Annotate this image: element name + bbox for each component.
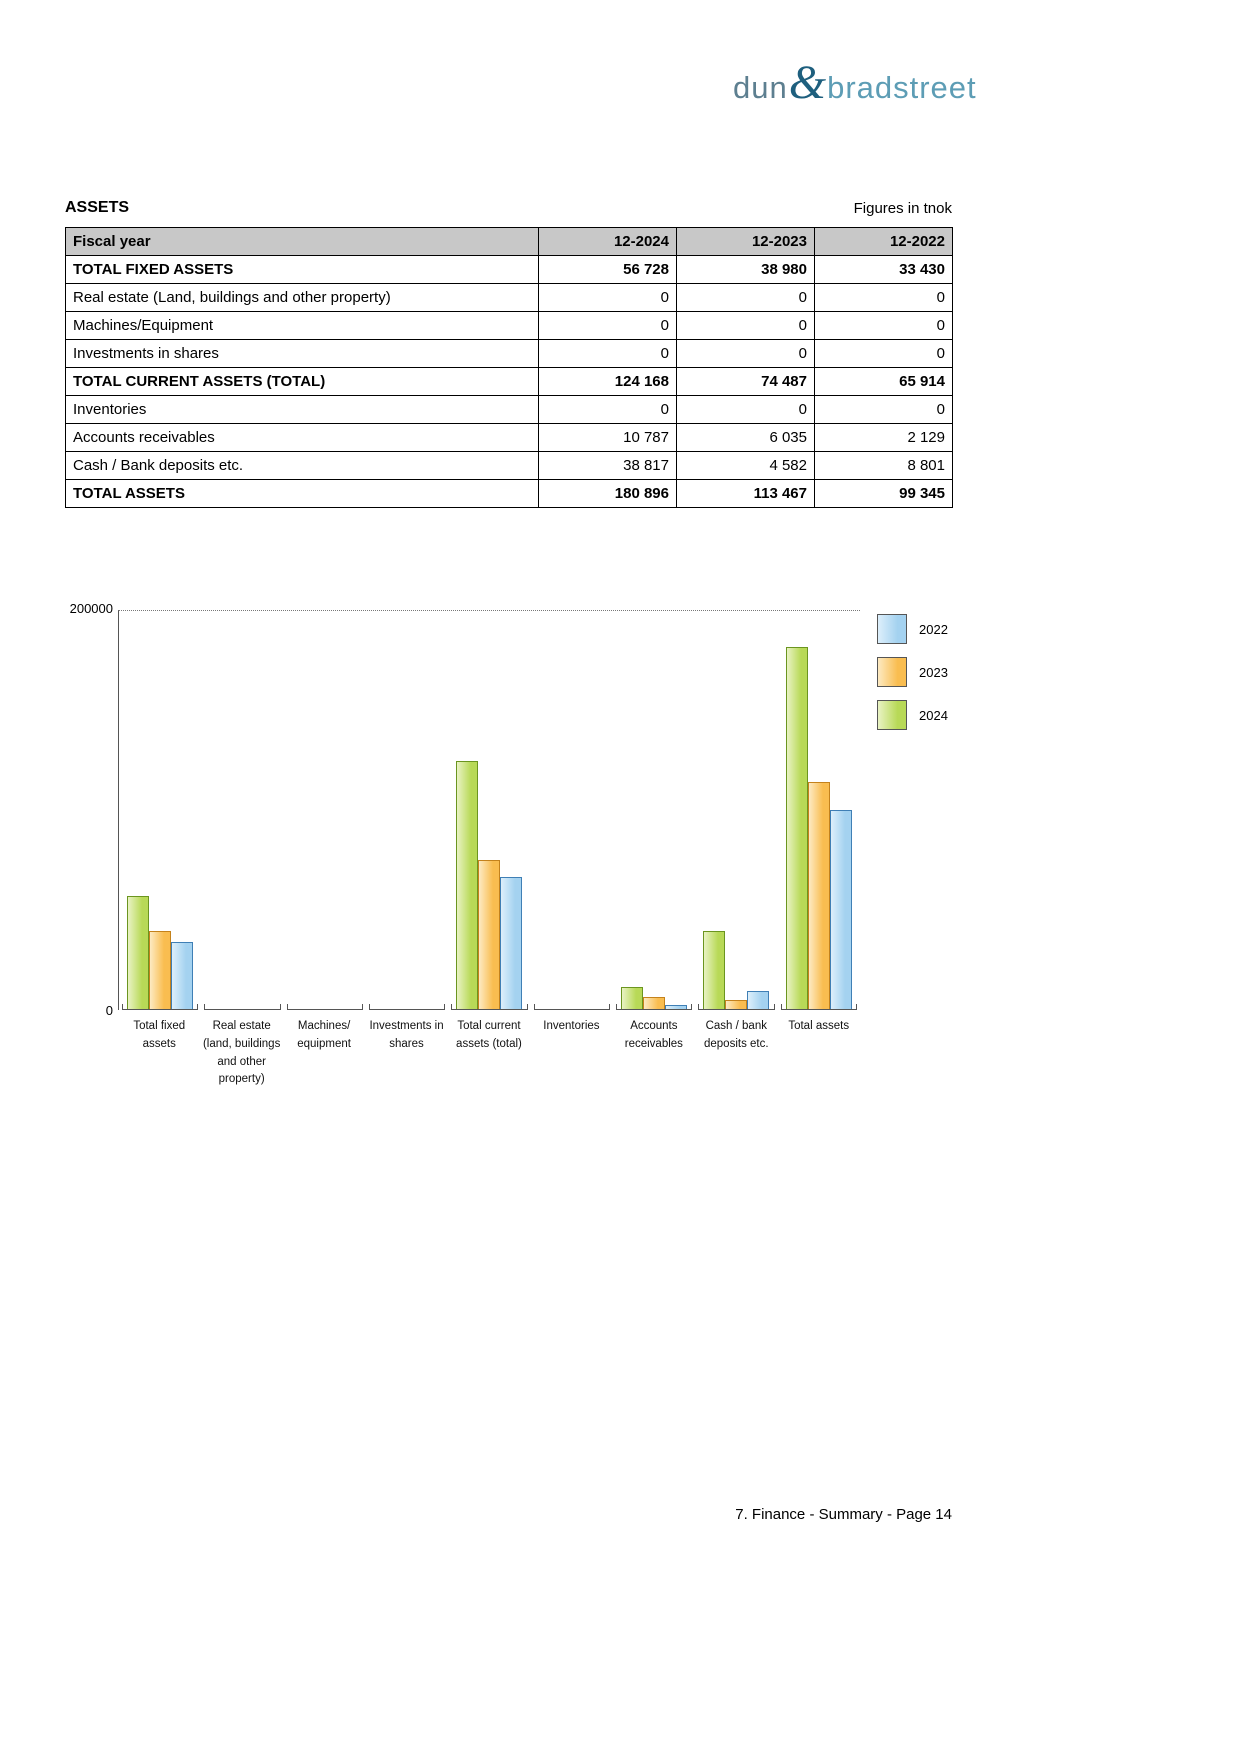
- cell-value: 124 168: [539, 368, 677, 396]
- cell-value: 65 914: [815, 368, 953, 396]
- row-label: TOTAL ASSETS: [66, 480, 539, 508]
- chart-category-labels: [118, 1018, 860, 1089]
- bar-2024: [127, 896, 149, 1009]
- cell-value: 0: [677, 284, 815, 312]
- category-label: Total assets: [788, 1020, 850, 1032]
- legend-label: 2024: [919, 707, 948, 723]
- assets-table: [65, 227, 953, 508]
- legend-item: [877, 700, 948, 730]
- figures-unit-label: Figures in tnok: [853, 200, 952, 217]
- logo-text-dun: dun: [733, 70, 788, 105]
- legend-label: 2022: [919, 621, 948, 637]
- bar-2024: [786, 647, 808, 1009]
- row-label: Inventories: [66, 396, 539, 424]
- legend-label: 2023: [919, 664, 948, 680]
- page-footer: 7. Finance - Summary - Page 14: [735, 1506, 952, 1523]
- cell-value: 0: [815, 340, 953, 368]
- bar-group: [451, 611, 527, 1010]
- cell-value: 2 129: [815, 424, 953, 452]
- cell-value: 113 467: [677, 480, 815, 508]
- cell-value: 0: [677, 340, 815, 368]
- cell-value: 0: [677, 312, 815, 340]
- bar-2024: [703, 931, 725, 1009]
- column-header-12-2023: 12-2023: [677, 228, 815, 256]
- table-row: [66, 452, 953, 480]
- cell-value: 8 801: [815, 452, 953, 480]
- legend-item: [877, 657, 948, 687]
- row-label: Real estate (Land, buildings and other property): [66, 284, 539, 312]
- section-header: [65, 199, 952, 217]
- row-label: TOTAL CURRENT ASSETS (TOTAL): [66, 368, 539, 396]
- cell-value: 4 582: [677, 452, 815, 480]
- table-row: [66, 312, 953, 340]
- bar-2022: [171, 942, 193, 1009]
- bar-group: [204, 611, 280, 1010]
- cell-value: 33 430: [815, 256, 953, 284]
- cell-value: 99 345: [815, 480, 953, 508]
- cell-value: 0: [815, 396, 953, 424]
- cell-value: 56 728: [539, 256, 677, 284]
- legend-swatch: [877, 614, 907, 644]
- cell-value: 0: [539, 396, 677, 424]
- cell-value: 10 787: [539, 424, 677, 452]
- category-label: Real estate (land, buildings and other property): [202, 1020, 281, 1086]
- chart-legend: [877, 614, 1037, 744]
- bar-2023: [725, 1000, 747, 1009]
- bar-group: [287, 611, 363, 1010]
- chart-plot: [118, 610, 860, 1010]
- table-row: [66, 480, 953, 508]
- assets-bar-chart: [65, 601, 1175, 1144]
- legend-swatch: [877, 700, 907, 730]
- bar-2024: [621, 987, 643, 1009]
- bar-2024: [456, 761, 478, 1009]
- section-title: ASSETS: [65, 199, 130, 216]
- cell-value: 0: [815, 312, 953, 340]
- table-row: [66, 256, 953, 284]
- row-label: Machines/Equipment: [66, 312, 539, 340]
- column-header-fiscal-year: Fiscal year: [66, 228, 539, 256]
- table-row: [66, 396, 953, 424]
- cell-value: 6 035: [677, 424, 815, 452]
- table-row: [66, 368, 953, 396]
- bar-group: [698, 611, 774, 1010]
- bar-2023: [149, 931, 171, 1009]
- row-label: Accounts receivables: [66, 424, 539, 452]
- category-label: Accounts receivables: [624, 1020, 683, 1050]
- logo-text-bradstreet: bradstreet: [827, 70, 977, 105]
- column-header-12-2024: 12-2024: [539, 228, 677, 256]
- cell-value: 0: [677, 396, 815, 424]
- table-row: [66, 340, 953, 368]
- cell-value: 180 896: [539, 480, 677, 508]
- category-label: Machines/ equipment: [297, 1020, 351, 1050]
- bar-group: [534, 611, 610, 1010]
- bar-2022: [500, 877, 522, 1009]
- category-label: Total fixed assets: [133, 1020, 186, 1050]
- table-row: [66, 284, 953, 312]
- cell-value: 0: [815, 284, 953, 312]
- table-row: [66, 424, 953, 452]
- bar-group: [616, 611, 692, 1010]
- bar-2022: [830, 810, 852, 1009]
- legend-swatch: [877, 657, 907, 687]
- row-label: Cash / Bank deposits etc.: [66, 452, 539, 480]
- column-header-12-2022: 12-2022: [815, 228, 953, 256]
- bar-2022: [747, 991, 769, 1009]
- bar-group: [122, 611, 198, 1010]
- cell-value: 0: [539, 312, 677, 340]
- cell-value: 0: [539, 284, 677, 312]
- y-axis-tick-zero: 0: [105, 1003, 113, 1018]
- bar-2023: [643, 997, 665, 1009]
- table-header-row: [66, 228, 953, 256]
- row-label: Investments in shares: [66, 340, 539, 368]
- category-label: Inventories: [543, 1020, 600, 1032]
- cell-value: 38 980: [677, 256, 815, 284]
- cell-value: 38 817: [539, 452, 677, 480]
- cell-value: 74 487: [677, 368, 815, 396]
- bar-group: [369, 611, 445, 1010]
- dun-bradstreet-logo: [733, 56, 977, 109]
- cell-value: 0: [539, 340, 677, 368]
- bar-2023: [808, 782, 830, 1009]
- logo-ampersand-icon: &: [788, 56, 827, 109]
- y-axis-tick-max: 200000: [69, 601, 113, 616]
- bar-group: [781, 611, 857, 1010]
- bar-2022: [665, 1005, 687, 1009]
- bar-2023: [478, 860, 500, 1009]
- category-label: Cash / bank deposits etc.: [703, 1020, 769, 1050]
- row-label: TOTAL FIXED ASSETS: [66, 256, 539, 284]
- legend-item: [877, 614, 948, 644]
- category-label: Investments in shares: [369, 1020, 444, 1050]
- category-label: Total current assets (total): [456, 1020, 522, 1050]
